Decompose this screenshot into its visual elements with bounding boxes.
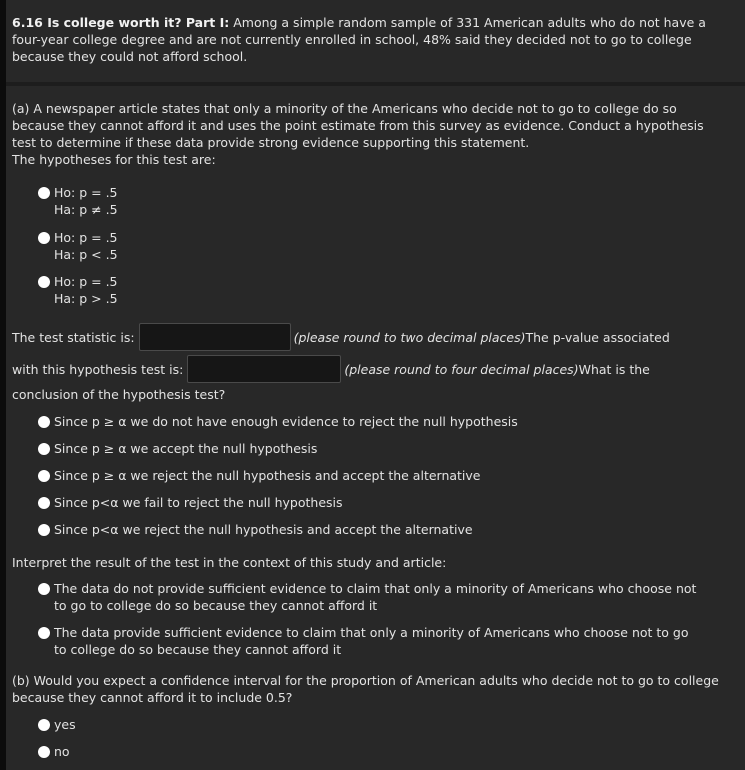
radio-button[interactable]: [38, 187, 50, 199]
hypothesis-ha: Ha: p ≠ .5: [54, 202, 118, 217]
conclusion-option-5[interactable]: [38, 521, 473, 538]
radio-button[interactable]: [38, 746, 50, 758]
radio-button[interactable]: [38, 416, 50, 428]
problem-intro: [12, 14, 727, 65]
interpret-option-2[interactable]: [38, 624, 689, 658]
part-a-question: [12, 100, 727, 168]
conclusion-option-3[interactable]: [38, 467, 481, 484]
hypothesis-h0: Ho: p = .5: [54, 185, 118, 200]
radio-button[interactable]: [38, 232, 50, 244]
conclusion-option-label: Since p<α we reject the null hypothesis and accept the alternative: [54, 522, 473, 537]
radio-button[interactable]: [38, 719, 50, 731]
conclusion-prompt: conclusion of the hypothesis test?: [12, 387, 226, 402]
interpret-option-line: to go to college do so because they cannot afford it: [54, 598, 378, 613]
pvalue-row: [12, 355, 650, 383]
interpret-prompt: Interpret the result of the test in the context of this study and article:: [12, 555, 447, 570]
pvalue-label: with this hypothesis test is:: [12, 361, 184, 377]
conclusion-option-2[interactable]: [38, 440, 317, 457]
part-a-text: (a) A newspaper article states that only a minority of the Americans who decide not to go to college do so because they cannot afford it and uses the point estimate from this survey as evidence. Conduct a hypothesis test to determine if these data provide strong evidence supporting this statement.: [12, 101, 704, 150]
hypothesis-h0: Ho: p = .5: [54, 274, 118, 289]
interpret-option-1[interactable]: [38, 580, 696, 614]
test-statistic-row: [12, 323, 670, 351]
hypothesis-option-2[interactable]: [38, 229, 118, 263]
hypothesis-ha: Ha: p > .5: [54, 291, 118, 306]
conclusion-option-label: Since p ≥ α we accept the null hypothesis: [54, 441, 318, 456]
test-statistic-hint: (please round to two decimal places): [293, 329, 526, 345]
hypothesis-h0: Ho: p = .5: [54, 230, 118, 245]
hypothesis-option-3[interactable]: [38, 273, 118, 307]
radio-button[interactable]: [38, 627, 50, 639]
pvalue-label-start: The p-value associated: [525, 329, 670, 345]
hypothesis-ha: Ha: p < .5: [54, 247, 118, 262]
pvalue-input[interactable]: [187, 355, 341, 383]
test-statistic-label: The test statistic is:: [12, 329, 135, 345]
part-b-option-label: no: [54, 744, 70, 759]
part-b-question: (b) Would you expect a confidence interval for the proportion of American adults who decide not to go to college because they cannot afford it to include 0.5?: [12, 673, 719, 705]
part-b-option-no[interactable]: [38, 743, 70, 760]
part-b-option-label: yes: [54, 717, 76, 732]
interpret-option-line: to college do so because they cannot afford it: [54, 642, 342, 657]
conclusion-option-label: Since p<α we fail to reject the null hypothesis: [54, 495, 343, 510]
test-statistic-input[interactable]: [139, 323, 291, 351]
conclusion-option-label: Since p ≥ α we reject the null hypothesis and accept the alternative: [54, 468, 481, 483]
conclusion-option-4[interactable]: [38, 494, 343, 511]
radio-button[interactable]: [38, 583, 50, 595]
problem-body: Among a simple random sample of 331 American adults who do not have a four-year college degree and are not currently enrolled in school, 48% said they decided not to go to college because they could not afford school.: [12, 15, 706, 64]
radio-button[interactable]: [38, 276, 50, 288]
conclusion-option-label: Since p ≥ α we do not have enough evidence to reject the null hypothesis: [54, 414, 518, 429]
radio-button[interactable]: [38, 497, 50, 509]
interpret-option-line: The data provide sufficient evidence to claim that only a minority of Americans who choose not to go: [54, 625, 689, 640]
problem-title: 6.16 Is college worth it? Part I:: [12, 15, 230, 30]
hypotheses-prompt: The hypotheses for this test are:: [12, 152, 216, 167]
radio-button[interactable]: [38, 470, 50, 482]
radio-button[interactable]: [38, 524, 50, 536]
radio-button[interactable]: [38, 443, 50, 455]
part-b-option-yes[interactable]: [38, 716, 76, 733]
conclusion-option-1[interactable]: [38, 413, 518, 430]
conclusion-prompt-start: What is the: [578, 361, 650, 377]
pvalue-hint: (please round to four decimal places): [344, 361, 579, 377]
hypothesis-option-1[interactable]: [38, 184, 118, 218]
interpret-option-line: The data do not provide sufficient evidence to claim that only a minority of Americans who choose not: [54, 581, 697, 596]
